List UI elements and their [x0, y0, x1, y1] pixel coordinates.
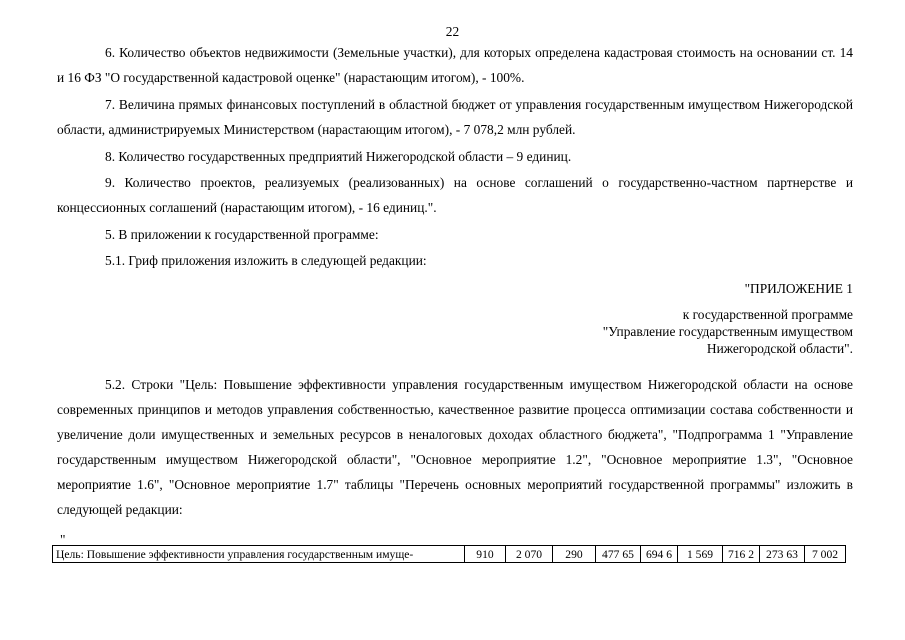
- table-row: [53, 546, 846, 563]
- table-cell: 910: [465, 546, 506, 563]
- table-cell: 477 65: [596, 546, 641, 563]
- table-cell: 290: [553, 546, 596, 563]
- appendix-stamp: [603, 306, 853, 357]
- table-cell: 1 569: [678, 546, 723, 563]
- appendix-line-1: к государственной программе: [682, 307, 853, 322]
- table-cell: 716 2: [723, 546, 760, 563]
- page-number: 22: [445, 24, 460, 39]
- paragraph-5-2: 5.2. Строки "Цель: Повышение эффективности управления государственным имуществом Нижегородской области на основе современных принципов и методов управления собственностью, качественное развитие процесса оптимизации состава собственности и увеличение доли имущественных и земельных ресурсов в неналоговых доходах областного бюджета", "Подпрограмма 1 "Управление государственным имуществом Нижегородской области", "Основное мероприятие 1.2", "Основное мероприятие 1.3", "Основное мероприятие 1.6", "Основное мероприятие 1.7" таблицы "Перечень основных мероприятий государственной программы" изложить в следующей редакции:: [57, 377, 853, 517]
- paragraph-5-1: 5.1. Гриф приложения изложить в следующей редакции:: [105, 253, 427, 268]
- table-cell: 273 63: [760, 546, 805, 563]
- goal-cell: Цель: Повышение эффективности управления государственным имуще-: [53, 546, 465, 563]
- table-cell: 694 6: [641, 546, 678, 563]
- paragraph-8: 8. Количество государственных предприятий Нижегородской области – 9 единиц.: [105, 149, 572, 164]
- paragraph-7: 7. Величина прямых финансовых поступлений в областной бюджет от управления государственным имуществом Нижегородской области, администрируемых Министерством (нарастающим итогом), - 7 078,2 млн рублей.: [57, 97, 853, 137]
- measures-table: [52, 545, 846, 563]
- paragraph-6: 6. Количество объектов недвижимости (Земельные участки), для которых определена кадастровая стоимость на основании ст. 14 и 16 ФЗ "О государственной кадастровой оценке" (нарастающим итогом), - 100%.: [57, 45, 853, 85]
- appendix-line-3: Нижегородской области".: [706, 341, 853, 356]
- paragraph-5: 5. В приложении к государственной программе:: [105, 227, 379, 242]
- appendix-title: "ПРИЛОЖЕНИЕ 1: [744, 281, 853, 296]
- paragraph-9: 9. Количество проектов, реализуемых (реализованных) на основе соглашений о государственно-частном партнерстве и концессионных соглашений (нарастающим итогом), - 16 единиц.".: [57, 175, 853, 215]
- table-cell: 2 070: [506, 546, 553, 563]
- opening-quote-mark: ": [60, 532, 66, 547]
- appendix-line-2: "Управление государственным имуществом: [602, 324, 853, 339]
- table-cell: 7 002: [805, 546, 846, 563]
